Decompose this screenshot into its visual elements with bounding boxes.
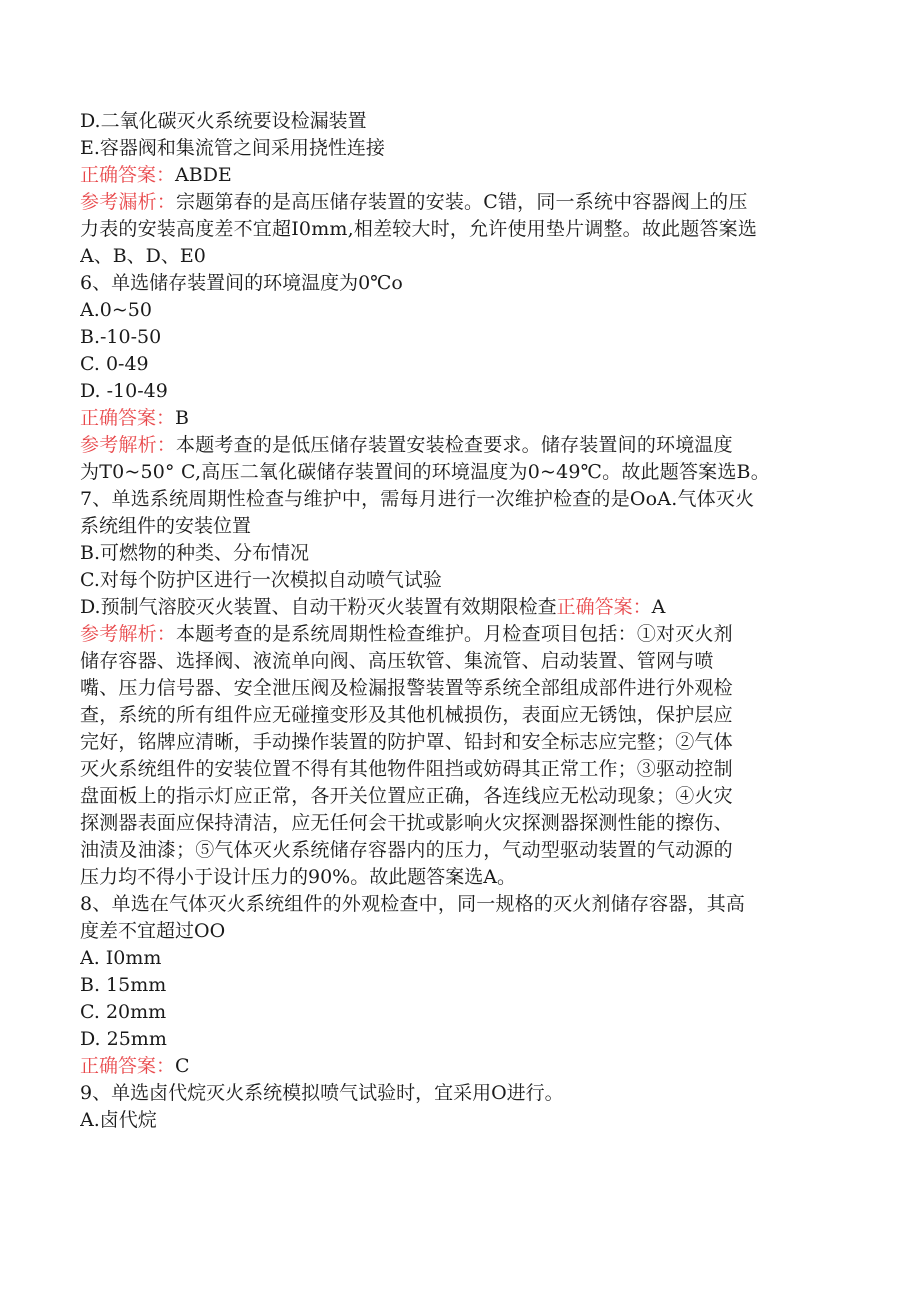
text-line: 灭火系统组件的安装位置不得有其他物件阻挡或妨碍其正常工作；③驱动控制 (80, 758, 733, 780)
answer-line (80, 162, 840, 189)
option-b: B.可燃物的种类、分布情况 (80, 542, 310, 564)
answer-value: B (175, 407, 189, 429)
option-a: A. I0mm (80, 947, 162, 969)
text-line: D.二氧化碳灭火系统要设检漏装置 (80, 110, 367, 132)
answer-label: 正确答案： (80, 1055, 176, 1077)
analysis-line: 参考解析：本题考查的是系统周期性检查维护。月检查项目包括：①对灭火剂 (80, 623, 733, 645)
analysis-line: 参考解析：本题考查的是低压储存装置安装检查要求。储存装置间的环境温度 (80, 434, 733, 456)
document-page (80, 108, 840, 1134)
option-c: C. 0-49 (80, 353, 149, 375)
analysis-label: 参考漏析： (80, 191, 177, 213)
option-b: B. 15mm (80, 974, 167, 996)
option-c: C. 20mm (80, 1001, 167, 1023)
text-line: 储存容器、选择阀、液流单向阀、高压软管、集流管、启动装置、管网与喷 (80, 650, 714, 672)
question-7-title: 7、单选系统周期性检查与维护中，需每月进行一次维护检查的是OoA.气体灭火 (80, 488, 755, 510)
answer-line (80, 1053, 840, 1080)
question-8-title: 8、单选在气体灭火系统组件的外观检查中，同一规格的灭火剂储存容器，其高 (80, 893, 746, 915)
analysis-label: 参考解析： (80, 623, 177, 645)
option-d: D.预制气溶胶灭火装置、自动干粉灭火装置有效期限检查正确答案：A (80, 596, 666, 618)
text-line: 为T0~50° C,高压二氧化碳储存装置间的环境温度为0~49℃。故此题答案选B。 (80, 461, 770, 483)
option-c: C.对每个防护区进行一次模拟自动喷气试验 (80, 569, 442, 591)
option-d: D. -10-49 (80, 380, 168, 402)
text-line: 系统组件的安装位置 (80, 515, 252, 537)
text-line: 嘴、压力信号器、安全泄压阀及检漏报警装置等系统全部组成部件进行外观检 (80, 677, 733, 699)
text-line: E.容器阀和集流管之间采用挠性连接 (80, 137, 385, 159)
analysis-label: 参考解析： (80, 434, 177, 456)
answer-label: 正确答案： (80, 407, 176, 429)
answer-value: C (175, 1055, 190, 1077)
option-a: A.0~50 (80, 299, 152, 321)
text-line: A、B、D、E0 (80, 245, 206, 267)
answer-value: A (651, 596, 666, 618)
text-line: 盘面板上的指示灯应正常，各开关位置应正确，各连线应无松动现象；④火灾 (80, 785, 733, 807)
question-9-title: 9、单选卤代烷灭火系统模拟喷气试验时，宜采用O进行。 (80, 1082, 564, 1104)
answer-line (80, 405, 840, 432)
question-6-title: 6、单选储存装置间的环境温度为0℃o (80, 272, 403, 294)
analysis-line: 参考漏析：宗题第春的是高压储存装置的安装。C错，同一系统中容器阀上的压 (80, 191, 748, 213)
option-b: B.-10-50 (80, 326, 162, 348)
text-line: 探测器表面应保持清洁，应无任何会干扰或影响火灾探测器探测性能的擦伤、 (80, 812, 733, 834)
answer-label: 正确答案： (80, 164, 176, 186)
answer-value: ABDE (175, 164, 232, 186)
text-line: 油渍及油漆；⑤气体灭火系统储存容器内的压力，气动型驱动装置的气动源的 (80, 839, 733, 861)
text-line: 力表的安装高度差不宜超I0mm,相差较大时，允许使用垫片调整。故此题答案选 (80, 218, 758, 240)
text-line: 度差不宜超过OO (80, 920, 226, 942)
text-line: 查，系统的所有组件应无碰撞变形及其他机械损伤，表面应无锈蚀，保护层应 (80, 704, 733, 726)
answer-label: 正确答案： (556, 596, 652, 618)
option-a: A.卤代烷 (80, 1109, 157, 1131)
option-d: D. 25mm (80, 1028, 167, 1050)
text-line: 压力均不得小于设计压力的90%。故此题答案选A。 (80, 866, 516, 888)
text-line: 完好，铭牌应清晰，手动操作装置的防护罩、铅封和安全标志应完整；②气体 (80, 731, 733, 753)
